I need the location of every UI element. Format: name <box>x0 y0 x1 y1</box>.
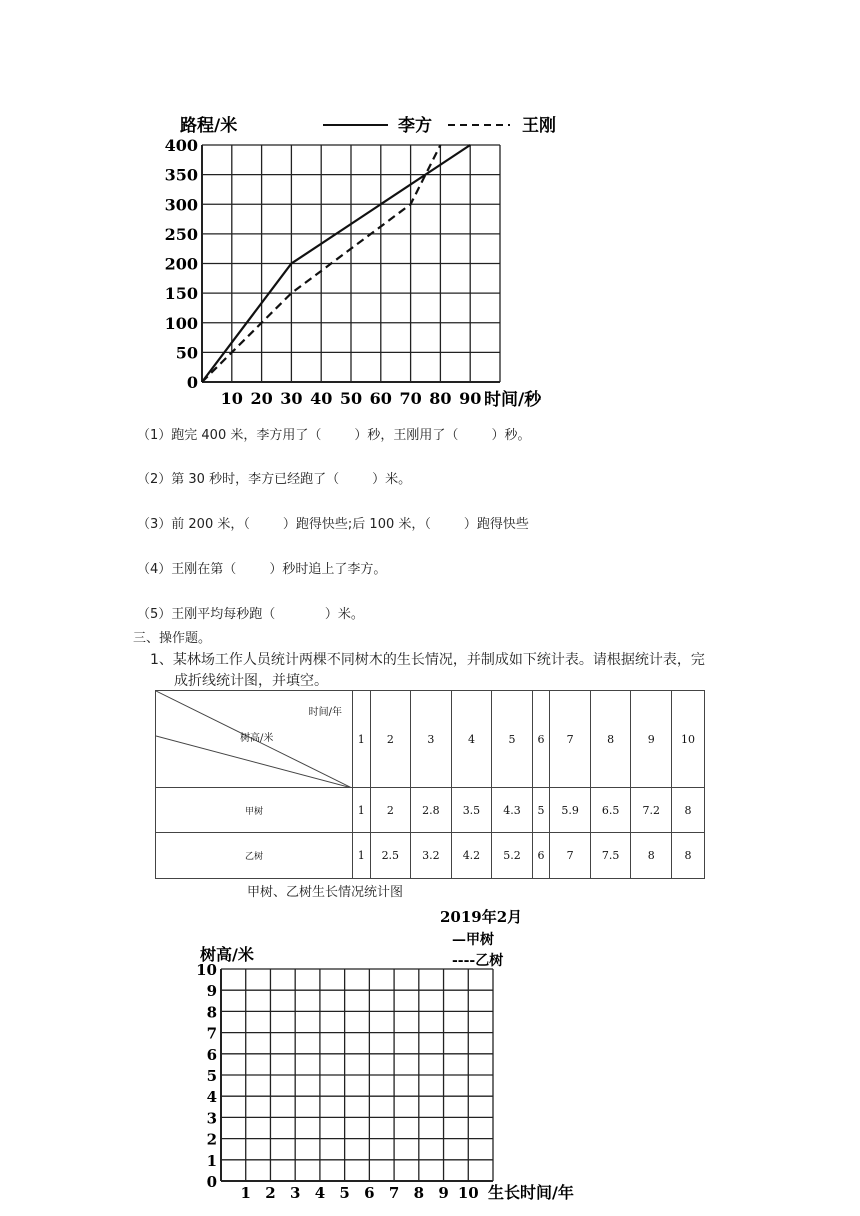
question-2: （2）第 30 秒时，李方已经跑了（ ）米。 <box>137 472 412 487</box>
table-cell: 7 <box>550 833 591 879</box>
chart1-y-tick-label: 50 <box>175 343 198 363</box>
chart1-y-tick-label: 400 <box>164 136 198 155</box>
chart1-x-tick-label: 70 <box>399 389 422 408</box>
chart1-x-tick-label: 40 <box>310 389 333 408</box>
table-corner-cell <box>156 691 353 788</box>
table-year-cell: 9 <box>631 691 672 788</box>
chart2-y-tick-label: 9 <box>206 982 217 1001</box>
chart2-x-tick-label: 8 <box>413 1184 425 1202</box>
chart1-x-tick-label: 10 <box>220 389 243 408</box>
table-cell: 8 <box>631 833 672 879</box>
table-cell: 5 <box>532 788 550 833</box>
table-cell: 6.5 <box>590 788 631 833</box>
chart2-y-tick-label: 6 <box>206 1045 217 1064</box>
table-cell: 6 <box>532 833 550 879</box>
tree-growth-chart <box>190 902 590 1207</box>
chart1-grid <box>202 145 500 382</box>
chart2-date: 2019年2月 <box>440 908 523 926</box>
table-cell: 1 <box>353 833 371 879</box>
chart1-x-axis-label: 时间/秒 <box>484 390 542 410</box>
chart2-y-tick-label: 0 <box>206 1173 217 1191</box>
table-year-cell: 7 <box>550 691 591 788</box>
table-cell: 2 <box>370 788 411 833</box>
chart1-y-tick-label: 200 <box>164 254 198 274</box>
question-1: （1）跑完 400 米，李方用了（ ）秒，王刚用了（ ）秒。 <box>137 428 531 443</box>
table-cell: 4.3 <box>492 788 533 833</box>
legend-liyfang-label: 李方 <box>398 116 432 136</box>
chart2-y-ticks <box>196 961 217 1191</box>
table-cell: 5.2 <box>492 833 533 879</box>
chart1-y-tick-label: 150 <box>164 284 198 304</box>
chart2-y-tick-label: 10 <box>196 961 217 979</box>
chart2-y-tick-label: 3 <box>206 1109 217 1128</box>
table-cell: 8 <box>672 833 705 879</box>
legend-wanggang-label: 王刚 <box>522 116 556 136</box>
table-cell: 2.5 <box>370 833 411 879</box>
table-row-label: 乙树 <box>156 833 353 879</box>
chart2-legend-yi: ----乙树 <box>452 953 504 969</box>
table-cell: 3.2 <box>411 833 452 879</box>
growth-table <box>155 690 705 879</box>
chart2-y-tick-label: 2 <box>206 1130 217 1149</box>
chart2-y-axis-label: 树高/米 <box>200 945 254 964</box>
table-row-jia <box>156 788 705 833</box>
table-row-yi <box>156 833 705 879</box>
chart2-y-tick-label: 8 <box>206 1003 217 1022</box>
table-cell: 8 <box>672 788 705 833</box>
chart2-x-tick-label: 5 <box>339 1184 350 1202</box>
chart2-x-tick-label: 3 <box>289 1184 301 1202</box>
chart1-y-ticks <box>165 136 198 392</box>
table-header-time: 时间/年 <box>308 707 342 718</box>
table-cell: 7.5 <box>590 833 631 879</box>
table-year-cell: 4 <box>451 691 492 788</box>
table-cell: 5.9 <box>550 788 591 833</box>
chart2-legend-jia: —甲树 <box>452 932 494 948</box>
table-row-label: 甲树 <box>156 788 353 833</box>
chart1-x-tick-label: 80 <box>429 389 452 408</box>
table-year-cell: 3 <box>411 691 452 788</box>
task-line-2: 成折线统计图，并填空。 <box>174 673 328 689</box>
chart2-y-tick-label: 1 <box>206 1151 217 1170</box>
chart1-y-tick-label: 100 <box>164 313 198 333</box>
chart2-x-tick-label: 1 <box>240 1184 251 1202</box>
table-year-cell: 10 <box>672 691 705 788</box>
chart2-x-tick-label: 7 <box>388 1184 400 1202</box>
table-cell: 1 <box>353 788 371 833</box>
distance-time-chart <box>160 105 580 415</box>
table-year-cell: 5 <box>492 691 533 788</box>
chart1-x-ticks <box>221 389 482 408</box>
chart1-x-tick-label: 50 <box>339 389 363 408</box>
chart2-x-tick-label: 2 <box>265 1184 276 1202</box>
chart1-x-tick-label: 20 <box>250 389 273 408</box>
chart1-y-tick-label: 300 <box>164 195 198 215</box>
table-header-height: 树高/米 <box>240 733 274 744</box>
chart2-x-ticks <box>241 1184 479 1202</box>
table-cell: 4.2 <box>451 833 492 879</box>
table-header-row <box>156 691 705 788</box>
table-cell: 7.2 <box>631 788 672 833</box>
chart2-x-tick-label: 9 <box>438 1184 449 1202</box>
chart1-x-tick-label: 30 <box>280 389 303 408</box>
task-line-1: 1、某林场工作人员统计两棵不同树木的生长情况，并制成如下统计表。请根据统计表，完 <box>150 652 705 668</box>
chart1-y-axis-label: 路程/米 <box>180 116 238 136</box>
chart1-x-tick-label: 60 <box>369 389 392 408</box>
question-3: （3）前 200 米，（ ）跑得快些;后 100 米，（ ）跑得快些 <box>137 517 529 532</box>
chart1-y-tick-label: 250 <box>164 224 198 244</box>
chart2-x-axis-label: 生长时间/年 <box>488 1183 574 1202</box>
section-title: 三、操作题。 <box>133 631 212 646</box>
chart2-caption: 甲树、乙树生长情况统计图 <box>247 885 404 900</box>
table-year-cell: 8 <box>590 691 631 788</box>
question-5: （5）王刚平均每秒跑（ ）米。 <box>137 607 364 622</box>
chart2-grid <box>221 969 493 1181</box>
table-year-cell: 2 <box>370 691 411 788</box>
chart2-x-tick-label: 4 <box>314 1184 326 1202</box>
chart2-x-tick-label: 10 <box>457 1184 479 1202</box>
chart2-y-tick-label: 4 <box>206 1088 217 1107</box>
chart2-y-tick-label: 5 <box>206 1067 217 1085</box>
table-cell: 2.8 <box>411 788 452 833</box>
table-year-cell: 6 <box>532 691 550 788</box>
table-cell: 3.5 <box>451 788 492 833</box>
chart2-y-tick-label: 7 <box>206 1024 217 1043</box>
question-4: （4）王刚在第（ ）秒时追上了李方。 <box>137 562 387 577</box>
table-year-cell: 1 <box>353 691 371 788</box>
chart1-x-tick-label: 90 <box>459 389 482 408</box>
chart2-x-tick-label: 6 <box>364 1184 375 1202</box>
chart1-y-tick-label: 0 <box>186 373 198 392</box>
chart1-y-tick-label: 350 <box>164 165 198 185</box>
